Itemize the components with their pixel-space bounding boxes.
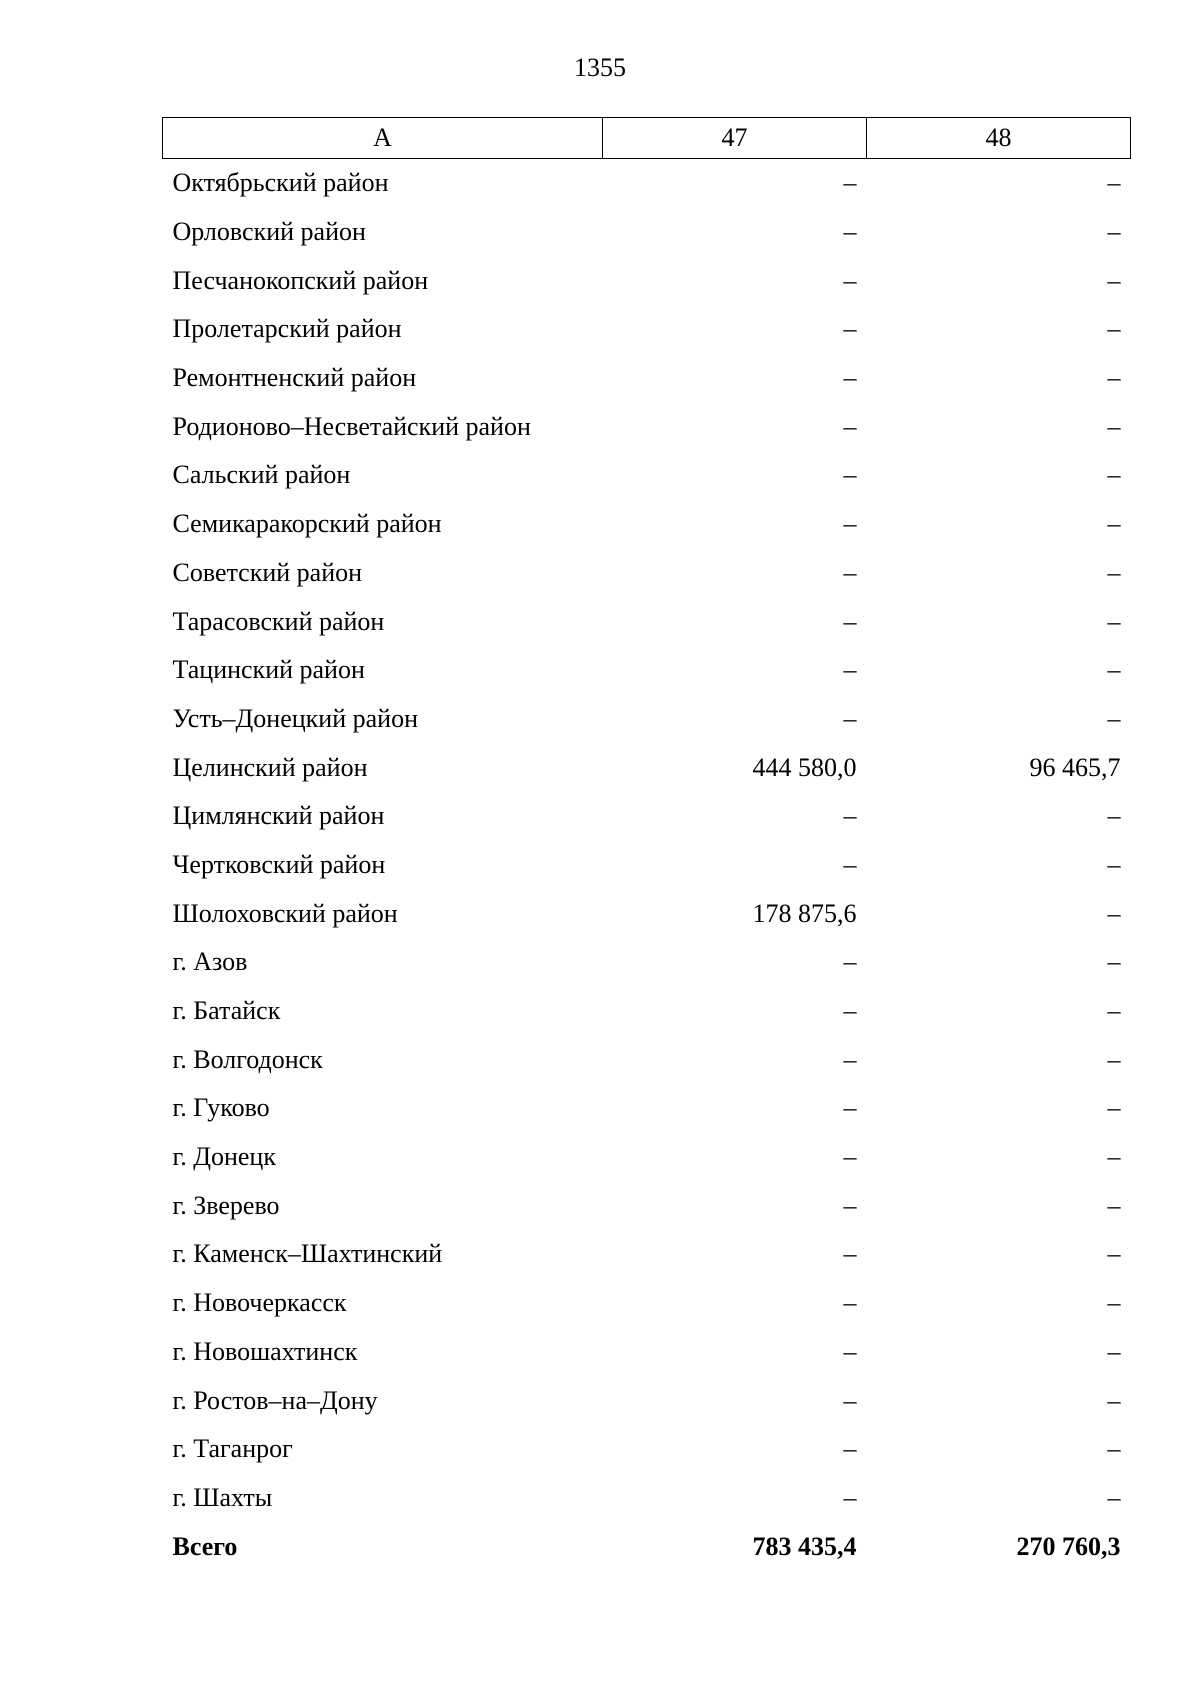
row-value-47-cell: –: [843, 1434, 857, 1464]
table-row: [163, 1133, 1131, 1182]
row-name-cell: г. Волгодонск: [172, 1044, 323, 1074]
row-value-47-cell: –: [843, 655, 857, 685]
row-value-47-cell: –: [843, 1093, 857, 1123]
table-row: [163, 1279, 1131, 1328]
row-value-48-cell: –: [1107, 898, 1121, 928]
row-value-47-cell: –: [843, 947, 857, 977]
row-value-47-cell: –: [843, 314, 857, 344]
row-name-cell: Пролетарский район: [172, 314, 402, 344]
row-name-cell: Усть–Донецкий район: [172, 703, 418, 733]
table-row: [163, 987, 1131, 1036]
row-name-cell: г. Новочеркасск: [172, 1288, 347, 1318]
row-value-47-cell: –: [843, 1336, 857, 1366]
table-row: [163, 841, 1131, 890]
row-name-cell: Чертковский район: [172, 849, 386, 879]
row-name-cell: г. Батайск: [172, 996, 281, 1026]
table-row: [163, 354, 1131, 403]
row-value-48-cell: –: [1107, 217, 1121, 247]
row-value-48-cell: –: [1107, 606, 1121, 636]
row-value-47-cell: –: [843, 1385, 857, 1415]
row-name-cell: Всего: [172, 1531, 238, 1561]
row-value-47-cell: –: [843, 703, 857, 733]
row-value-48-cell: –: [1107, 849, 1121, 879]
row-value-47-cell: –: [843, 1288, 857, 1318]
row-name-cell: Октябрьский район: [172, 168, 389, 198]
table-header: [163, 118, 1131, 159]
table-row: [163, 305, 1131, 354]
row-name-cell: Песчанокопский район: [172, 265, 429, 295]
row-name-cell: Тацинский район: [172, 655, 365, 685]
row-name-cell: г. Новошахтинск: [172, 1336, 358, 1366]
table-row: [163, 743, 1131, 792]
row-value-48-cell: –: [1107, 1190, 1121, 1220]
row-value-48-cell: –: [1107, 655, 1121, 685]
row-name-cell: Шолоховский район: [172, 898, 398, 928]
row-name-cell: Цимлянский район: [172, 801, 385, 831]
row-value-48-cell: –: [1107, 801, 1121, 831]
table-row: [163, 159, 1131, 208]
row-value-47-cell: 178 875,6: [752, 898, 857, 928]
row-value-47-cell: –: [843, 363, 857, 393]
total-row: [163, 1522, 1131, 1571]
row-value-47-cell: –: [843, 1142, 857, 1172]
row-name-cell: г. Донецк: [172, 1142, 276, 1172]
table-row: [163, 402, 1131, 451]
row-name-cell: Родионово–Несветайский район: [172, 411, 531, 441]
row-value-48-cell: –: [1107, 411, 1121, 441]
table-row: [163, 1181, 1131, 1230]
header-cell-a: А: [163, 118, 603, 159]
row-value-48-cell: –: [1107, 265, 1121, 295]
table-row: [163, 1035, 1131, 1084]
row-value-47-cell: –: [843, 217, 857, 247]
row-value-48-cell: –: [1107, 1288, 1121, 1318]
row-value-47-cell: –: [843, 168, 857, 198]
row-value-48-cell: –: [1107, 1336, 1121, 1366]
table-row: [163, 1425, 1131, 1474]
row-name-cell: Целинский район: [172, 752, 368, 782]
row-name-cell: г. Таганрог: [172, 1434, 293, 1464]
row-value-48-cell: –: [1107, 1385, 1121, 1415]
row-value-47-cell: –: [843, 801, 857, 831]
row-value-47-cell: –: [843, 849, 857, 879]
table-row: [163, 646, 1131, 695]
row-value-47-cell: –: [843, 1482, 857, 1512]
row-name-cell: Тарасовский район: [172, 606, 385, 636]
header-cell-48: 48: [867, 118, 1131, 159]
row-value-48-cell: –: [1107, 1044, 1121, 1074]
row-value-48-cell: –: [1107, 168, 1121, 198]
row-value-48-cell: –: [1107, 1239, 1121, 1269]
row-value-48-cell: –: [1107, 460, 1121, 490]
row-value-48-cell: –: [1107, 557, 1121, 587]
row-value-47-cell: –: [843, 606, 857, 636]
row-value-47-cell: –: [843, 411, 857, 441]
row-name-cell: г. Азов: [172, 947, 248, 977]
row-value-47-cell: –: [843, 509, 857, 539]
header-row: [163, 118, 1131, 159]
row-value-47-cell: –: [843, 1190, 857, 1220]
table-row: [163, 500, 1131, 549]
table-row: [163, 256, 1131, 305]
row-name-cell: г. Каменск–Шахтинский: [172, 1239, 443, 1269]
row-value-47-cell: 444 580,0: [752, 752, 857, 782]
row-value-47-cell: 783 435,4: [752, 1531, 857, 1561]
row-value-48-cell: –: [1107, 363, 1121, 393]
row-value-48-cell: –: [1107, 1482, 1121, 1512]
table-row: [163, 695, 1131, 744]
row-value-48-cell: –: [1107, 703, 1121, 733]
header-cell-47: 47: [603, 118, 867, 159]
row-name-cell: Ремонтненский район: [172, 363, 417, 393]
row-name-cell: г. Шахты: [172, 1482, 273, 1512]
row-value-47-cell: –: [843, 996, 857, 1026]
row-value-48-cell: –: [1107, 1093, 1121, 1123]
table-row: [163, 597, 1131, 646]
table-row: [163, 1230, 1131, 1279]
row-value-48-cell: –: [1107, 996, 1121, 1026]
row-value-47-cell: –: [843, 460, 857, 490]
row-value-47-cell: –: [843, 265, 857, 295]
row-value-48-cell: –: [1107, 314, 1121, 344]
table-row: [163, 549, 1131, 598]
row-name-cell: г. Зверево: [172, 1190, 280, 1220]
row-value-48-cell: –: [1107, 1434, 1121, 1464]
row-value-48-cell: –: [1107, 947, 1121, 977]
data-table: [162, 117, 1131, 1571]
row-value-47-cell: –: [843, 1239, 857, 1269]
table-row: [163, 1084, 1131, 1133]
table-row: [163, 1474, 1131, 1523]
row-name-cell: Советский район: [172, 557, 363, 587]
table-row: [163, 451, 1131, 500]
table-row: [163, 1328, 1131, 1377]
table-row: [163, 792, 1131, 841]
row-value-48-cell: –: [1107, 1142, 1121, 1172]
table-row: [163, 938, 1131, 987]
table-body: [163, 159, 1131, 1571]
row-value-47-cell: –: [843, 557, 857, 587]
row-name-cell: Орловский район: [172, 217, 366, 247]
row-name-cell: г. Ростов–на–Дону: [172, 1385, 378, 1415]
row-value-48-cell: 96 465,7: [1029, 752, 1121, 782]
row-name-cell: Семикаракорский район: [172, 509, 442, 539]
row-value-47-cell: –: [843, 1044, 857, 1074]
row-value-48-cell: 270 760,3: [1016, 1531, 1121, 1561]
page-number: 1355: [574, 53, 626, 82]
row-name-cell: г. Гуково: [172, 1093, 270, 1123]
table-row: [163, 1376, 1131, 1425]
row-name-cell: Сальский район: [172, 460, 351, 490]
row-value-48-cell: –: [1107, 509, 1121, 539]
table-row: [163, 208, 1131, 257]
table-row: [163, 889, 1131, 938]
